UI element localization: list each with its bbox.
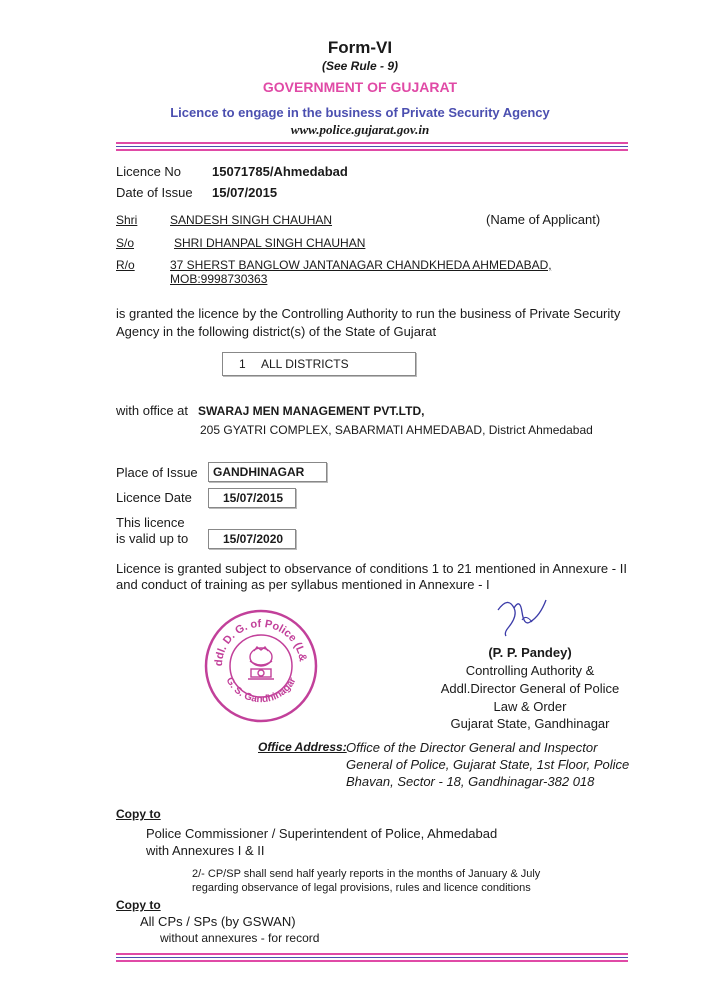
- valid-until-box: [208, 529, 296, 549]
- conditions-line-2: and conduct of training as per syllabus mentioned in Annexure - I: [116, 577, 490, 592]
- licence-no-label: Licence No: [116, 164, 182, 179]
- licence-date-value: 15/07/2015: [223, 491, 284, 505]
- conditions-line-1: Licence is granted subject to observance of conditions 1 to 21 mentioned in Annexure - II: [116, 561, 627, 576]
- office-address-line-1: Office of the Director General and Inspector: [346, 740, 598, 755]
- applicant-name-note: (Name of Applicant): [486, 212, 601, 227]
- government-title: GOVERNMENT OF GUJARAT: [262, 79, 458, 95]
- address-line-2: MOB:9998730363: [170, 272, 268, 286]
- office-address-line-2: General of Police, Gujarat State, 1st Floor, Police: [346, 757, 630, 772]
- authority-line-4: Gujarat State, Gandhinagar: [450, 716, 610, 731]
- valid-until-value: 15/07/2020: [223, 532, 284, 546]
- svg-text:Addl. D. G. of Police (L&O): [202, 607, 309, 667]
- seal-bottom-text: G. S. Gandhinagar: [223, 675, 299, 706]
- district-number: 1: [239, 357, 246, 371]
- father-name: SHRI DHANPAL SINGH CHAUHAN: [174, 236, 366, 250]
- district-name: ALL DISTRICTS: [261, 357, 349, 371]
- copy-to-heading-1: Copy to: [116, 807, 161, 821]
- issue-date-value: 15/07/2015: [212, 185, 278, 200]
- form-title: Form-VI: [327, 38, 393, 57]
- licence-date-label: Licence Date: [116, 490, 192, 505]
- copy1-note-2: regarding observance of legal provisions, rules and licence conditions: [192, 882, 531, 894]
- footer-rule: [116, 953, 628, 964]
- licence-date-box: [208, 488, 296, 508]
- licence-no-value: 15071785/Ahmedabad: [212, 164, 348, 179]
- place-of-issue-value: GANDHINAGAR: [213, 465, 305, 479]
- licence-heading: Licence to engage in the business of Private Security Agency: [170, 105, 550, 120]
- seal-emblem-icon: [202, 607, 320, 725]
- authority-line-2: Addl.Director General of Police: [440, 681, 620, 696]
- signature-icon: [492, 592, 552, 642]
- place-of-issue-box: [208, 462, 327, 482]
- district-box: [222, 352, 416, 376]
- shri-label: Shri: [116, 213, 138, 227]
- address-line-1: 37 SHERST BANGLOW JANTANAGAR CHANDKHEDA AHMEDABAD,: [170, 258, 552, 272]
- place-of-issue-label: Place of Issue: [116, 465, 198, 480]
- valid-label-2: is valid up to: [116, 531, 189, 546]
- svg-text:G. S. Gandhinagar: [223, 676, 298, 706]
- signature: [492, 592, 552, 642]
- authority-line-1: Controlling Authority &: [465, 663, 595, 678]
- website: www.police.gujarat.gov.in: [290, 122, 430, 137]
- copy2-line-1: All CPs / SPs (by GSWAN): [140, 914, 296, 929]
- ro-label: R/o: [116, 258, 135, 272]
- header-rule: [116, 142, 628, 153]
- office-label: with office at: [116, 403, 189, 418]
- copy1-line-2: with Annexures I & II: [146, 843, 265, 858]
- issue-date-label: Date of Issue: [116, 185, 193, 200]
- authority-line-3: Law & Order: [493, 699, 567, 714]
- office-name: SWARAJ MEN MANAGEMENT PVT.LTD,: [198, 404, 425, 418]
- office-address-line-3: Bhavan, Sector - 18, Gandhinagar-382 018: [346, 774, 595, 789]
- applicant-name: SANDESH SINGH CHAUHAN: [170, 213, 333, 227]
- copy-to-heading-2: Copy to: [116, 898, 161, 912]
- seal-top-text: ddl. D. G. of Police (L&: [212, 617, 309, 667]
- copy1-line-1: Police Commissioner / Superintendent of Police, Ahmedabad: [146, 826, 498, 841]
- copy1-note-1: 2/- CP/SP shall send half yearly reports in the months of January & July: [192, 868, 541, 880]
- valid-label-1: This licence: [116, 515, 185, 530]
- grant-text-1: is granted the licence by the Controlling Authority to run the business of Private Security: [116, 306, 621, 321]
- rule-reference: (See Rule - 9): [321, 59, 399, 73]
- so-label: S/o: [116, 236, 135, 250]
- grant-text-2: Agency in the following district(s) of the State of Gujarat: [116, 324, 437, 339]
- office-address-label: Office Address:: [258, 740, 347, 754]
- authority-name: (P. P. Pandey): [488, 645, 572, 660]
- copy2-line-2: without annexures - for record: [160, 931, 320, 945]
- office-address: 205 GYATRI COMPLEX, SABARMATI AHMEDABAD, District Ahmedabad: [200, 423, 593, 437]
- official-seal: [202, 607, 320, 725]
